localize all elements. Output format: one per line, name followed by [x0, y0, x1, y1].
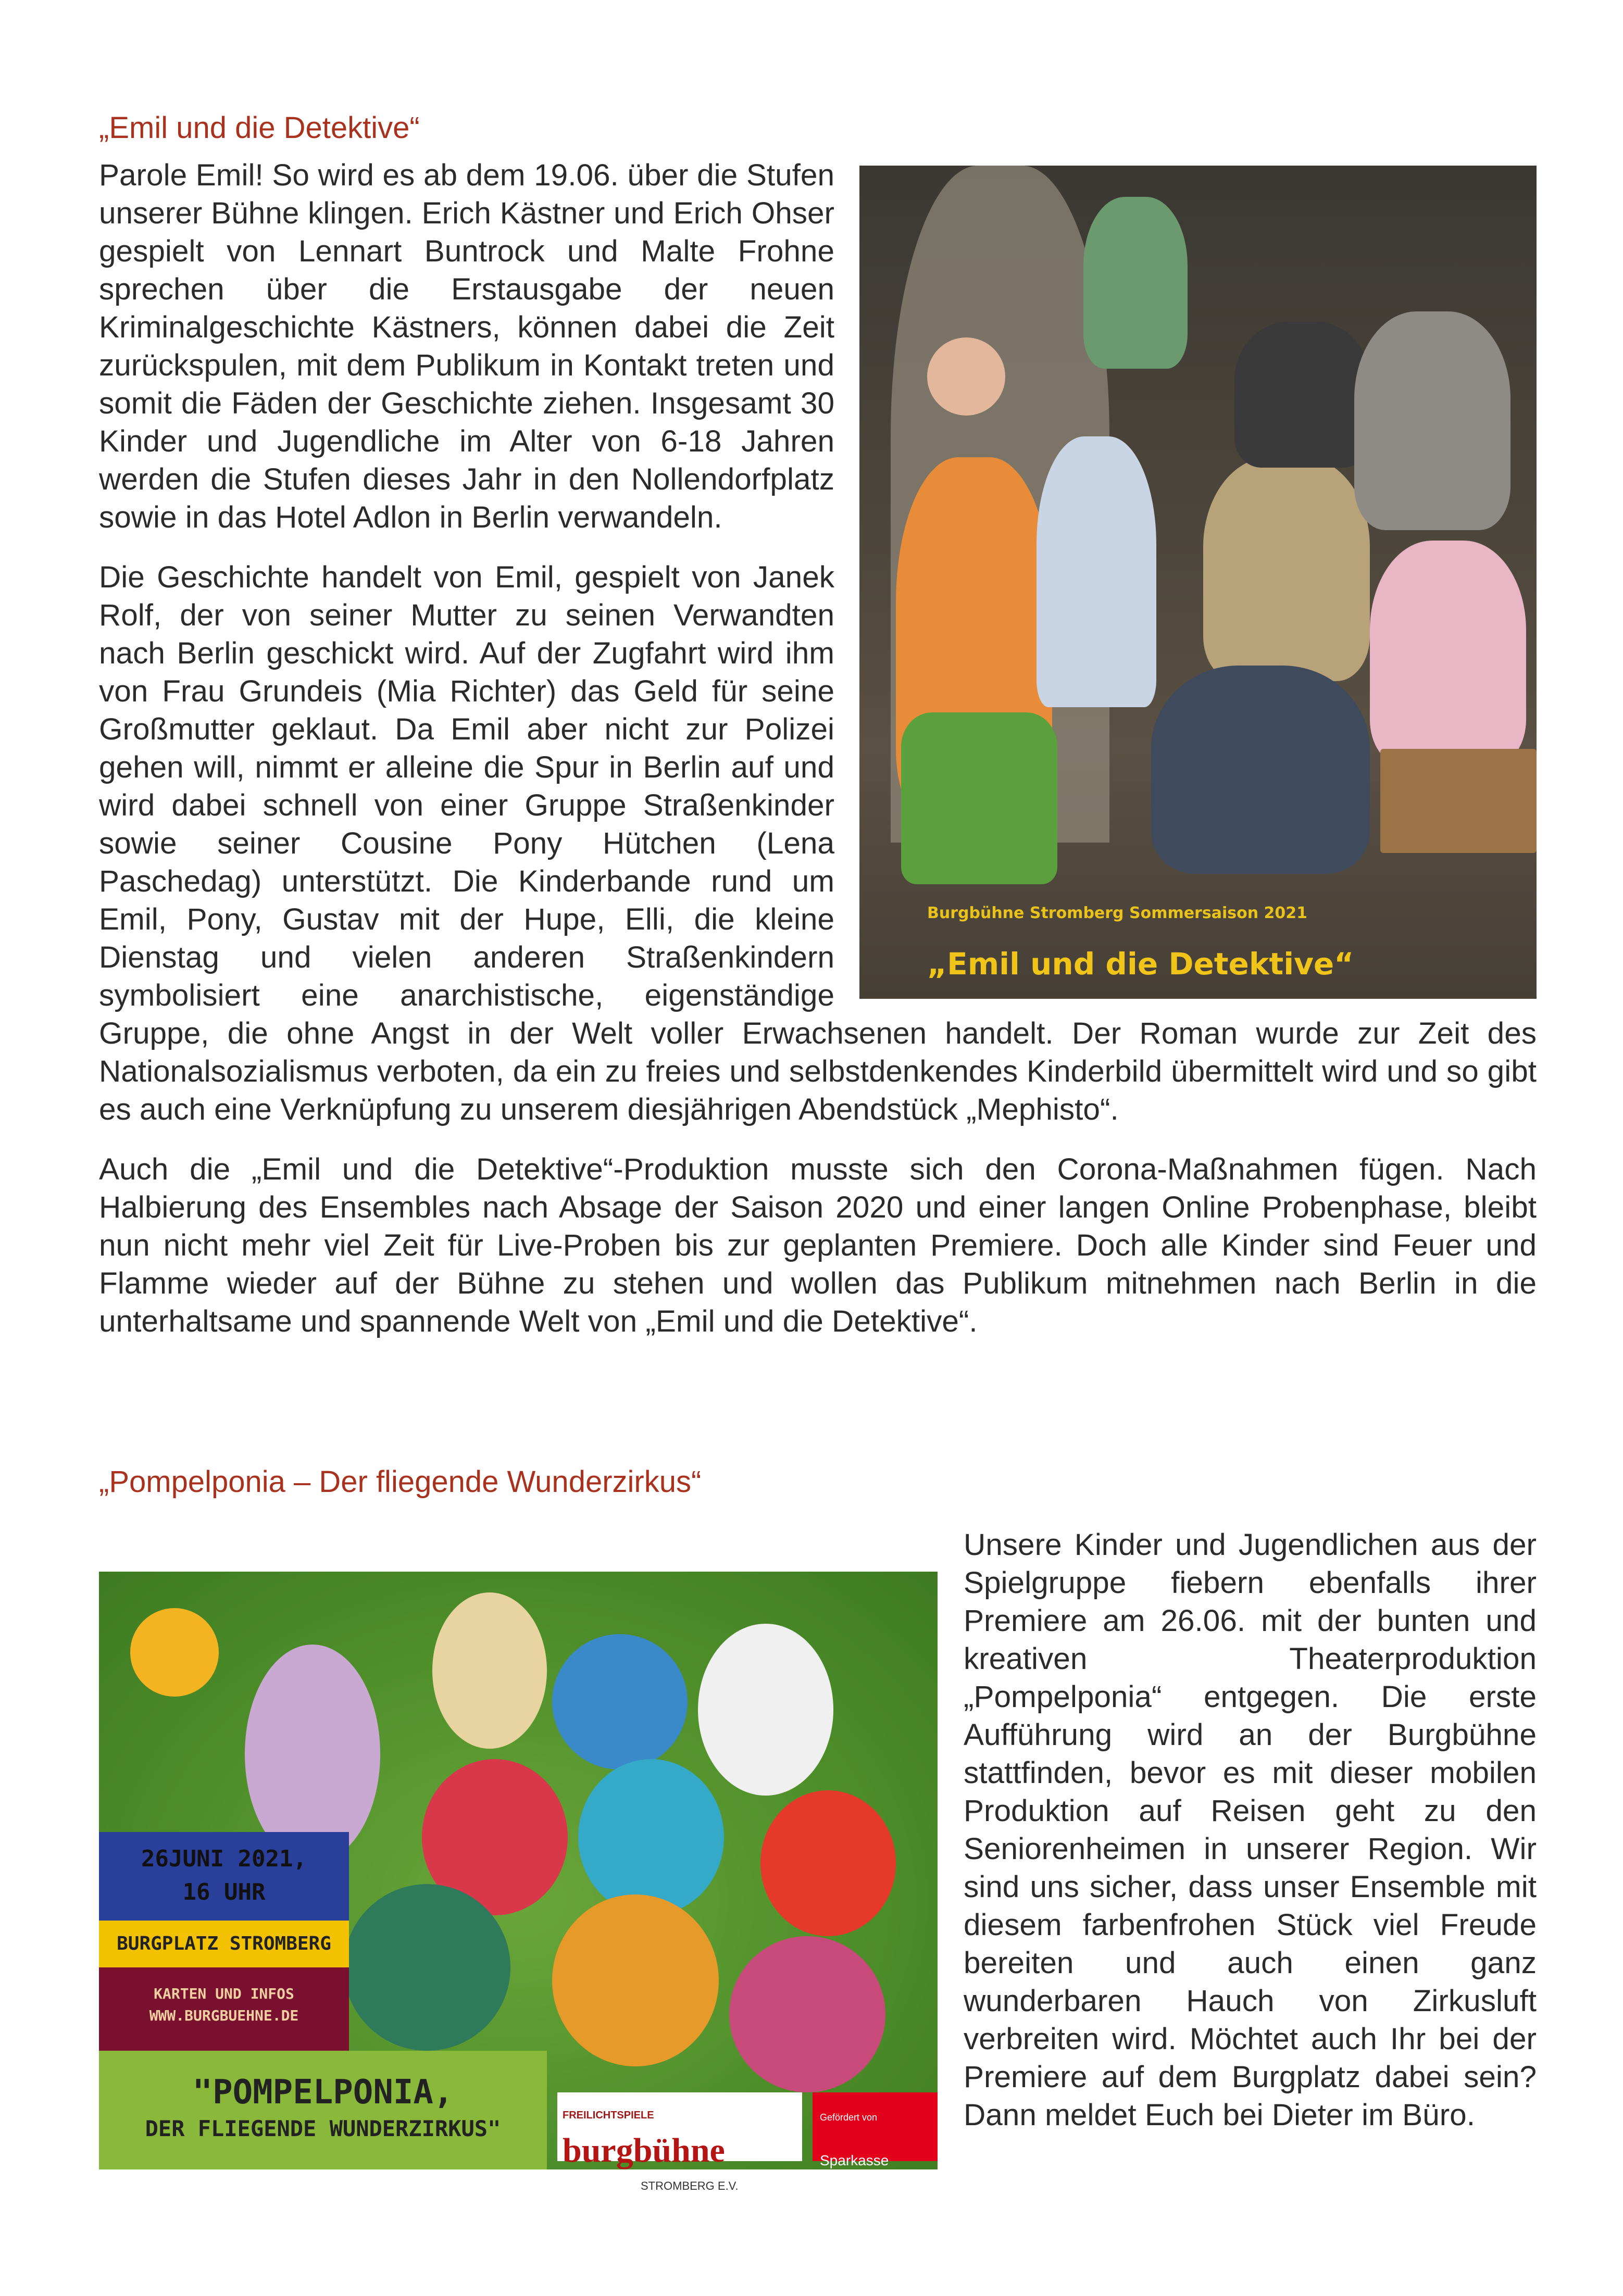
- poster-title-line1: "POMPELPONIA,: [192, 2073, 454, 2112]
- logo-small-text: FREILICHTSPIELE: [563, 2110, 654, 2121]
- paragraph: Die Geschichte handelt von Emil, gespielt von Janek Rolf, der von seiner Mutter zu seinen Verwandten nach Berlin geschickt wird. Auf der Zugfahrt wird ihm von Frau Grundeis (Mia Richter) das Geld für seine Großmutter geklaut. Da Emil aber nicht zur Polizei gehen will, nimmt er alleine die Spur in Berlin auf und wird dabei schnell von einer Gruppe Straßenkinder sowie seiner Cousine Pony Hütchen (Lena Paschedag) unterstützt. Die Kinderbande rund um Emil, Pony, Gustav mit der Hupe, Elli, die kleine Dienstag und vielen anderen Straßenkindern symbolisiert eine anarchistische, eigenständige Gruppe, die ohne Angst in der Welt voller Erwachsenen handelt. Der Roman wurde zur Zeit des Nationalsozialismus verboten, da ein zu freies und selbstdenkendes Kinderbild übermittelt wird und so gibt es auch eine Verknüpfung zu unserem diesjährigen Abendstück „Mephisto“.: [99, 560, 1537, 1126]
- photo-emil-cast: [859, 166, 1537, 999]
- poster-place: BURGPLATZ STROMBERG: [99, 1921, 349, 1967]
- poster-info-line: KARTEN UND INFOS: [154, 1985, 294, 2002]
- paragraph: Unsere Kinder und Jugendlichen aus der Spielgruppe fiebern ebenfalls ihrer Premiere am 26.06. mit der bunten und kreativen Theaterproduktion „Pompelponia“ entgegen. Die erste Aufführung wird an der Burgbühne stattfinden, bevor es mit dieser mobilen Produktion auf Reisen geht zu den Seniorenheimen in unserer Region. Wir sind uns sicher, dass unser Ensemble mit diesem farbenfrohen Stück viel Freude bereiten und auch einen ganz wunderbaren Hauch von Zirkusluft verbreiten wird. Möchtet auch Ihr bei der Premiere auf dem Burgplatz dabei sein? Dann meldet Euch bei Dieter im Büro.: [964, 1528, 1537, 2132]
- logo-sub-text: STROMBERG E.V.: [641, 2179, 739, 2192]
- poster-title-line2: DER FLIEGENDE WUNDERZIRKUS": [145, 2116, 501, 2141]
- poster-website: WWW.BURGBUEHNE.DE: [149, 2007, 299, 2024]
- poster-title: [99, 2051, 547, 2169]
- section-heading-pompelponia: „Pompelponia – Der fliegende Wunderzirkus“: [99, 1465, 702, 1499]
- poster-info: [99, 1967, 349, 2051]
- section-body-emil: [99, 156, 1537, 1340]
- sparkasse-logo: [813, 2092, 938, 2185]
- poster-time-line: 16 UHR: [182, 1879, 266, 1905]
- sponsor-name: Sparkasse Münsterland Ost: [820, 2152, 927, 2185]
- poster-date: [99, 1832, 349, 1921]
- poster-pompelponia: [99, 1572, 938, 2192]
- poster-date-line: 26JUNI 2021,: [141, 1846, 307, 1872]
- paragraph: Parole Emil! So wird es ab dem 19.06. über die Stufen unserer Bühne klingen. Erich Kästner und Erich Ohser gespielt von Lennart Buntrock und Malte Frohne sprechen über die Erstausgabe der neuen Kriminalgeschichte Kästners, können dabei die Zeit zurückspulen, mit dem Publikum in Kontakt treten und somit die Fäden der Geschichte ziehen. Insgesamt 30 Kinder und Jugendliche im Alter von 6-18 Jahren werden die Stufen dieses Jahr in den Nollendorfplatz sowie in das Hotel Adlon in Berlin verwandeln.: [99, 158, 834, 534]
- photo-caption-large: „Emil und die Detektive“: [927, 946, 1354, 982]
- burgbuehne-logo: [557, 2092, 802, 2192]
- sponsor-small-text: Gefördert von: [820, 2112, 878, 2123]
- section-body-pompelponia: [99, 1526, 1537, 2192]
- photo-caption-small: Burgbühne Stromberg Sommersaison 2021: [927, 904, 1308, 922]
- paragraph: Auch die „Emil und die Detektive“-Produktion musste sich den Corona-Maßnahmen fügen. Nach Halbierung des Ensembles nach Absage der Saison 2020 und einer langen Online Probenphase, bleibt nun nicht mehr viel Zeit für Live-Proben bis zur geplanten Premiere. Doch alle Kinder sind Feuer und Flamme wieder auf der Bühne zu stehen und wollen das Publikum mitnehmen nach Berlin in die unterhaltsame und spannende Welt von „Emil und die Detektive“.: [99, 1152, 1537, 1338]
- logo-name: burgbühne: [563, 2131, 725, 2169]
- section-heading-emil: „Emil und die Detektive“: [99, 111, 420, 145]
